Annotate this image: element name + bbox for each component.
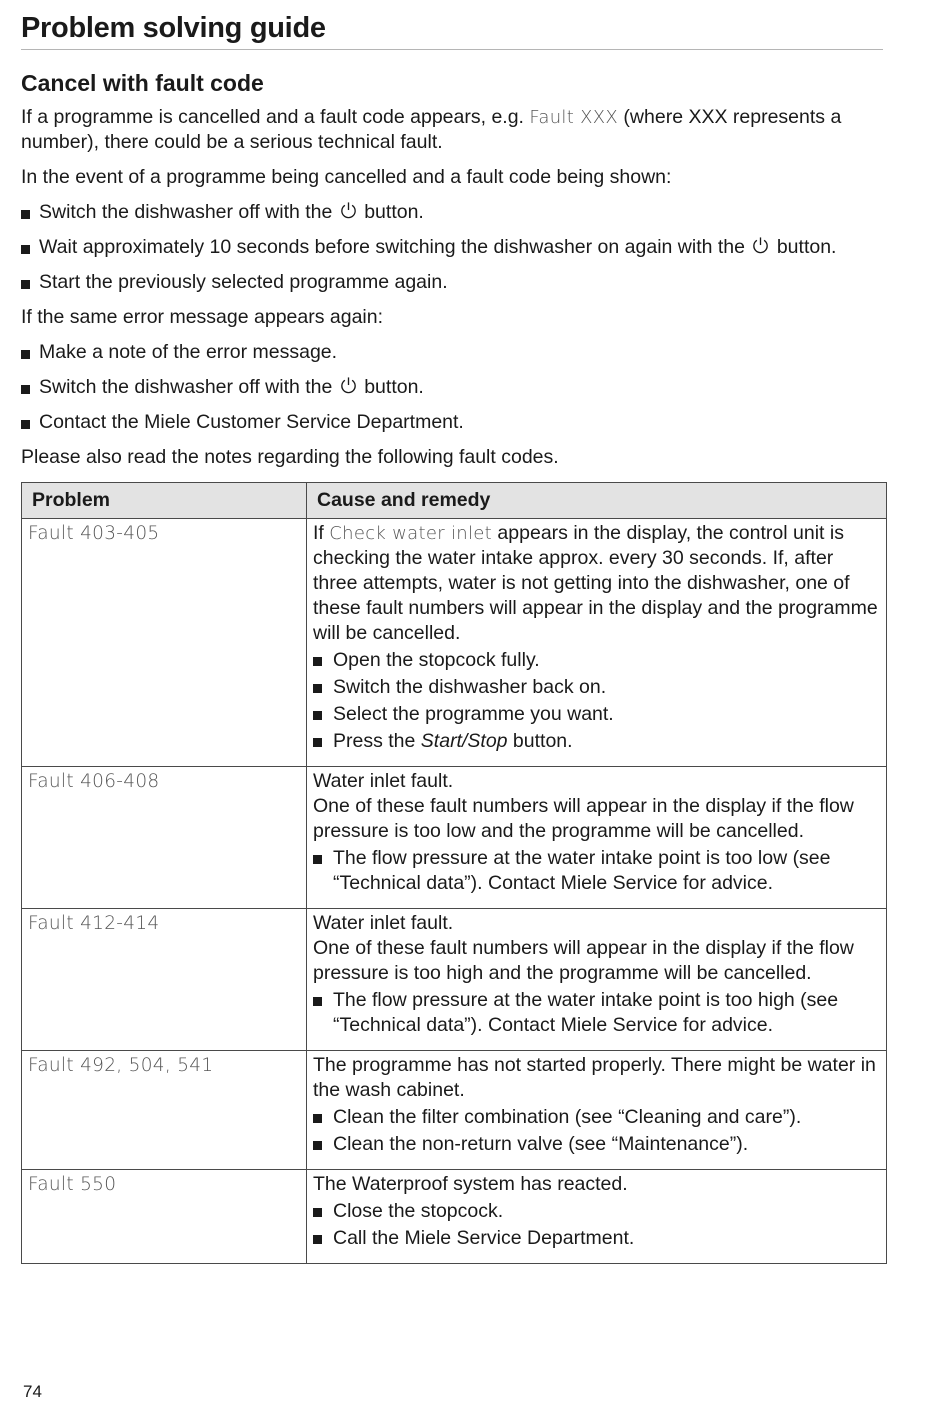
display-text: Check water inlet: [329, 523, 493, 544]
column-header-problem: Problem: [22, 483, 307, 519]
notes-paragraph: Please also read the notes regarding the following fault codes.: [21, 446, 559, 468]
list-item: Switch the dishwasher back on.: [313, 675, 880, 700]
intro-paragraph-2: In the event of a programme being cancelled and a fault code being shown:: [21, 166, 672, 188]
list-item: Switch the dishwasher off with the button.: [21, 375, 886, 400]
repeat-paragraph: If the same error message appears again:: [21, 306, 384, 328]
list-item: Wait approximately 10 seconds before switching the dishwasher on again with the button.: [21, 235, 886, 260]
list-item: Clean the filter combination (see “Cleaning and care”).: [313, 1105, 880, 1130]
page-title: Problem solving guide: [21, 12, 326, 44]
table-row: [22, 767, 887, 909]
fault-code-cell: Fault 492, 504, 541: [22, 1051, 307, 1170]
table-row: [22, 1051, 887, 1170]
table-row: [22, 519, 887, 767]
cause-remedy-cell: The programme has not started properly. There might be water in the wash cabinet. Clean the filter combination (see “Cleaning and care”). Clean the non-return valve (see “Maintenance”).: [307, 1051, 887, 1170]
list-item: Close the stopcock.: [313, 1199, 880, 1224]
fault-code-cell: Fault 412-414: [22, 909, 307, 1051]
table-row: [22, 909, 887, 1051]
steps-list-1: [21, 200, 886, 295]
list-item: Open the stopcock fully.: [313, 648, 880, 673]
header-rule: [21, 49, 883, 50]
cause-remedy-cell: If Check water inlet appears in the display, the control unit is checking the water intake approx. every 30 seconds. If, after three attempts, water is not getting into the dishwasher, one of these fault numbers will appear in the display and the programme will be cancelled. Open the stopcock fully. Switch the dishwasher back on. Select the programme you want. Press the Start/Stop button.: [307, 519, 887, 767]
cause-remedy-cell: The Waterproof system has reacted. Close the stopcock. Call the Miele Service Department.: [307, 1170, 887, 1264]
list-item: Start the previously selected programme again.: [21, 270, 886, 295]
column-header-cause: Cause and remedy: [307, 483, 887, 519]
power-icon: [751, 236, 770, 255]
page-number: 74: [23, 1382, 42, 1401]
list-item: Select the programme you want.: [313, 702, 880, 727]
list-item: The flow pressure at the water intake point is too low (see “Technical data”). Contact Miele Service for advice.: [313, 846, 880, 896]
table-header-row: [22, 483, 887, 519]
power-icon: [339, 376, 358, 395]
table-row: [22, 1170, 887, 1264]
list-item: The flow pressure at the water intake point is too high (see “Technical data”). Contact Miele Service for advice.: [313, 988, 880, 1038]
list-item: Contact the Miele Customer Service Department.: [21, 410, 886, 435]
page: [21, 0, 886, 1264]
steps-list-2: [21, 340, 886, 435]
intro-paragraph: If a programme is cancelled and a fault code appears, e.g. Fault XXX (where XXX represents a number), there could be a serious technical fault.: [21, 106, 842, 153]
fault-code-example: Fault XXX: [529, 107, 619, 128]
list-item: Call the Miele Service Department.: [313, 1226, 880, 1251]
cause-remedy-cell: Water inlet fault. One of these fault numbers will appear in the display if the flow pressure is too low and the programme will be cancelled. The flow pressure at the water intake point is too low (see “Technical data”). Contact Miele Service for advice.: [307, 767, 887, 909]
fault-code-cell: Fault 550: [22, 1170, 307, 1264]
fault-code-cell: Fault 406-408: [22, 767, 307, 909]
power-icon: [339, 201, 358, 220]
list-item: Switch the dishwasher off with the button.: [21, 200, 886, 225]
fault-code-table: [21, 482, 887, 1264]
cause-remedy-cell: Water inlet fault. One of these fault numbers will appear in the display if the flow pressure is too high and the programme will be cancelled. The flow pressure at the water intake point is too high (see “Technical data”). Contact Miele Service for advice.: [307, 909, 887, 1051]
list-item: Press the Start/Stop button.: [313, 729, 880, 754]
list-item: Make a note of the error message.: [21, 340, 886, 365]
section-title: Cancel with fault code: [21, 70, 264, 96]
fault-code-cell: Fault 403-405: [22, 519, 307, 767]
list-item: Clean the non-return valve (see “Maintenance”).: [313, 1132, 880, 1157]
